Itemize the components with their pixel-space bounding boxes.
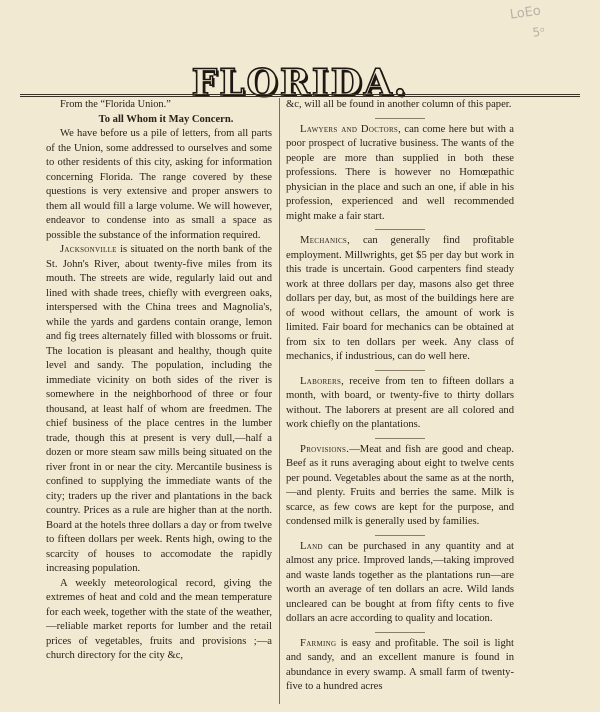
section-lead: Lawyers and Doctors, [300, 123, 402, 135]
section-separator [375, 118, 425, 119]
intro-paragraph: We have before us a pile of letters, from all parts of the Union, some addressed to ourselves and some to other residents of this city, asking for information concerning Florida. The range covered by these questions is very extensive and proper answers to them all would fill a large volume. We will however, endeavor to condense into as small a space as possible the substance of the information required. [46, 128, 272, 241]
source-attribution: From the “Florida Union.” [60, 99, 171, 110]
section-separator [375, 535, 425, 536]
right-column [286, 98, 514, 706]
section-separator [375, 370, 425, 371]
section-land [286, 540, 514, 627]
jacksonville-paragraph [46, 243, 272, 577]
jacksonville-text: is situated on the north bank of the St. John's River, about twenty-five miles from its mouth. The streets are wide, regularly laid out and lined with shade trees, chiefly with evergreen oaks, interspersed with the China trees and Magnolia's, while the yards and gardens contain orange, lemon and fig trees alternately filled with blossoms or fruit. The location is pleasant and healthy, though quite level and sandy. The population, including the immediate vicinity on both sides of the river is somewhere in the neighborhood of three or four thousand, at least half of whom are freedmen. The chief business of the place centres in the lumber trade, though this at present is very dull,—half a dozen or more steam saw mills being situated on the river front in or near the city. Mercantile business is confined to supplying the immediate wants of the city; traders up the river and plantations in the back country. Prices as a rule are higher than at the north. Board at the hotels three dollars a day or from twelve to fifteen dollars per week. Rents high, owing to the scarcity of houses to accomodate the rapidly increasing population. [46, 244, 272, 574]
section-lead: Provisions. [300, 443, 350, 455]
section-lead: Laborers, [300, 375, 345, 387]
jacksonville-lead: Jacksonville [60, 244, 117, 255]
section-lead: Land [300, 540, 323, 552]
left-column [46, 98, 272, 706]
continuation-text: &c, will all be found in another column of this paper. [286, 99, 512, 110]
section-lawyers [286, 123, 514, 225]
section-mechanics [286, 234, 514, 365]
section-text: can generally find profitable employment. Millwrights, get $5 per day but work in this trade is uncertain. Good carpenters find steady work at three dollars per day, masons also get three dollars per day, but, as most of the buildings here are of wood without cellars, the amount of work is limited. Fair board for mechanics can be obtained at from six to ten dollars per week. Any class of mechanics, if industrious, can do well here. [286, 235, 514, 362]
article-heading: To all Whom it May Concern. [98, 113, 234, 125]
section-text: —Meat and fish are good and cheap. Beef as it runs averaging about eight to twelve cents per pound. Vegetables about the same as at the north,—and plenty. Fruits and berries the same. Milk is scarce, as few cows are kept for the purpose, and condensed milk is generally used by families. [286, 443, 514, 527]
section-text: can come here but with a poor prospect of lucrative business. The wants of the people are more than supplied in both these professions. There is however no Homœpathic physician in the place and such an one, if able in his profession, experienced and well recommended might make a fair start. [286, 123, 514, 222]
section-text: can be purchased in any quantity and at almost any price. Improved lands,—taking improved and waste lands together as the plantations run—are worth an average of ten dollars an acre. Wild lands uncleared can be bought at from fifty cents to five dollars an acre according to quality and location. [286, 540, 514, 624]
title-rule-bottom [20, 96, 580, 97]
pencil-annotation [509, 0, 568, 57]
section-separator [375, 438, 425, 439]
section-laborers [286, 375, 514, 433]
section-provisions [286, 443, 514, 530]
section-text: receive from ten to fifteen dollars a month, with board, or twenty-five to thirty dollars without. The laborers at present are all colored and work chiefly on the plantations. [286, 375, 514, 430]
section-text: is easy and profitable. The soil is light and sandy, and an excellent manure is found in abundance in every swamp. A small farm of twenty-five to a hundred acres [286, 637, 514, 692]
pencil-note-line2: 5ᵒ [531, 24, 547, 40]
section-separator [375, 229, 425, 230]
section-lead: Mechanics, [300, 235, 351, 246]
page-title: FLORIDA. [191, 62, 409, 104]
section-farming [286, 637, 514, 695]
record-paragraph: A weekly meteorological record, giving the extremes of heat and cold and the mean temperature for each week, together with the state of the weather,—reliable market reports for lumber and the retail prices of vegetables, fruits and provisions ;—a church directory for the city &c, [46, 577, 272, 661]
section-lead: Farming [300, 637, 337, 649]
section-separator [375, 632, 425, 633]
column-divider [279, 98, 280, 704]
title-rule-top [20, 94, 580, 95]
pencil-note-line1: LoEo [508, 3, 542, 23]
